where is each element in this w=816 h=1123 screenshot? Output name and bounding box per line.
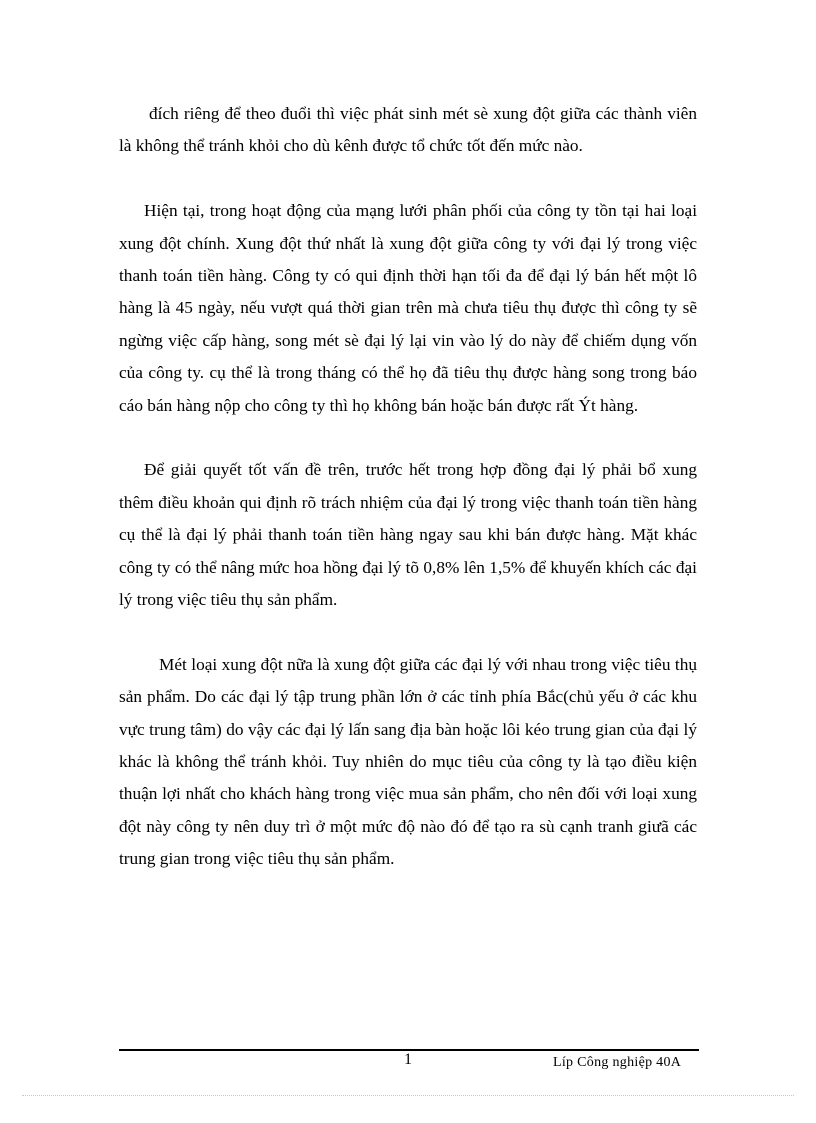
footer-class-label: Líp Công nghiệp 40A [553,1055,682,1070]
page-number: 1 [404,1051,412,1068]
paragraph-3: Để giải quyết tốt vấn đề trên, trước hết trong hợp đồng đại lý phải bổ xung thêm điều khoản qui định rõ trách nhiệm của đại lý trong việc thanh toán tiền hàng cụ thể là đại lý phải thanh toán tiền hàng ngay sau khi bán được hàng. Mặt khác công ty có thể nâng mức hoa hồng đại lý tõ 0,8% lên 1,5% để khuyến khích các đại lý trong việc tiêu thụ sản phẩm. [119,460,697,610]
page-bottom-edge [22,1095,794,1096]
document-body [119,98,697,876]
paragraph-1: đích riêng để theo đuổi thì việc phát sinh mét sè xung đột giữa các thành viên là không thể tránh khỏi cho dù kênh được tổ chức tốt đến mức nào. [119,104,697,156]
paragraph-2: Hiện tại, trong hoạt động của mạng lưới phân phối của công ty tồn tại hai loại xung đột chính. Xung đột thứ nhất là xung đột giữa công ty với đại lý trong việc thanh toán tiền hàng. Công ty có qui định thời hạn tối đa để đại lý bán hết một lô hàng là 45 ngày, nếu vượt quá thời gian trên mà chưa tiêu thụ được thì công ty sẽ ngừng việc cấp hàng, song mét sè đại lý lại vin vào lý do này để chiếm dụng vốn của công ty. cụ thể là trong tháng có thể họ đã tiêu thụ được hàng song trong báo cáo bán hàng nộp cho công ty thì họ không bán hoặc bán được rất Ýt hàng. [119,201,697,415]
paragraph-4: Mét loại xung đột nữa là xung đột giữa các đại lý với nhau trong việc tiêu thụ sản phẩm. Do các đại lý tập trung phần lớn ở các tỉnh phía Bắc(chủ yếu ở các khu vực trung tâm) do vậy các đại lý lấn sang địa bàn hoặc lôi kéo trung gian của đại lý khác là không thể tránh khỏi. Tuy nhiên do mục tiêu của công ty là tạo điều kiện thuận lợi nhất cho khách hàng trong việc mua sản phẩm, cho nên đối với loại xung đột này công ty nên duy trì ở một mức độ nào đó để tạo ra sù cạnh tranh giưã các trung gian trong việc tiêu thụ sản phẩm. [119,654,697,869]
